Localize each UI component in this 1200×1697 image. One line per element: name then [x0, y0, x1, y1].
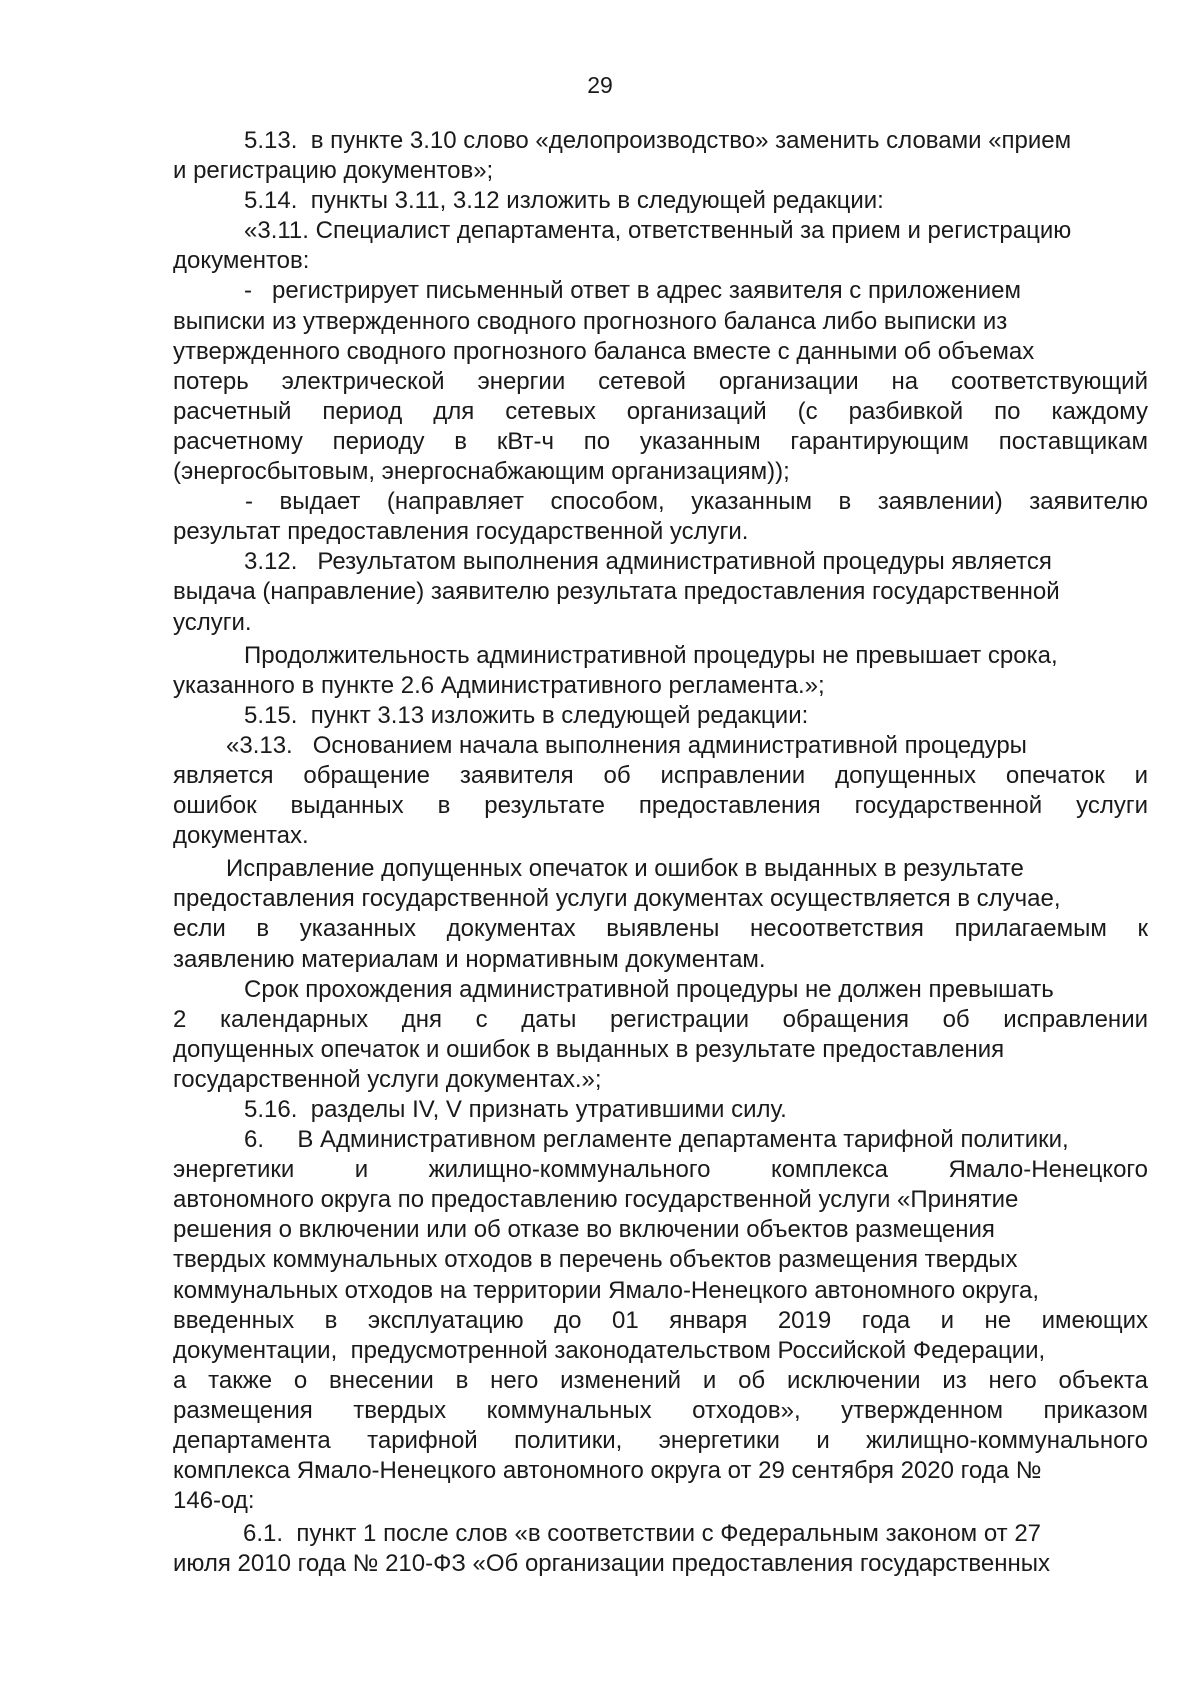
text-line: Срок прохождения административной процедуры не должен превышать [244, 975, 1054, 1003]
text-line: 3.12. Результатом выполнения административной процедуры является [244, 548, 1052, 576]
text-line: а также о внесении в него изменений и об исключении из него объекта [173, 1366, 1148, 1394]
text-line: (энергосбытовым, энергоснабжающим организациям)); [173, 458, 790, 486]
text-line: документах. [173, 822, 309, 850]
text-line: - регистрирует письменный ответ в адрес заявителя с приложением [244, 277, 1021, 305]
text-line: июля 2010 года № 210-ФЗ «Об организации предоставления государственных [173, 1550, 1050, 1578]
text-line: расчетный период для сетевых организаций (с разбивкой по каждому [173, 397, 1148, 425]
text-line: размещения твердых коммунальных отходов», утвержденном приказом [173, 1396, 1148, 1424]
text-line: автономного округа по предоставлению государственной услуги «Принятие [173, 1186, 1019, 1214]
text-line: документации, предусмотренной законодательством Российской Федерации, [173, 1336, 1046, 1364]
text-line: решения о включении или об отказе во включении объектов размещения [173, 1216, 995, 1244]
text-line: допущенных опечаток и ошибок в выданных в результате предоставления [173, 1035, 1005, 1063]
text-line: указанного в пункте 2.6 Административного регламента.»; [173, 671, 825, 699]
text-line: выдача (направление) заявителю результата предоставления государственной [173, 578, 1060, 606]
text-line: введенных в эксплуатацию до 01 января 2019 года и не имеющих [173, 1306, 1148, 1334]
text-line: 6.1. пункт 1 после слов «в соответствии с Федеральным законом от 27 [243, 1520, 1042, 1548]
text-line: 6. В Административном регламенте департамента тарифной политики, [244, 1126, 1069, 1154]
text-line: 146-од: [173, 1487, 255, 1515]
text-line: комплекса Ямало-Ненецкого автономного округа от 29 сентября 2020 года № [173, 1457, 1042, 1485]
text-line: если в указанных документах выявлены несоответствия прилагаемым к [173, 915, 1148, 943]
text-line: - выдает (направляет способом, указанным в заявлении) заявителю [245, 488, 1148, 516]
text-line: потерь электрической энергии сетевой организации на соответствующий [173, 367, 1148, 395]
text-line: услуги. [173, 608, 252, 636]
text-line: государственной услуги документах.»; [173, 1065, 602, 1093]
text-line: «3.11. Специалист департамента, ответственный за прием и регистрацию [244, 217, 1072, 245]
text-line: утвержденного сводного прогнозного баланса вместе с данными об объемах [173, 337, 1035, 365]
text-line: ошибок выданных в результате предоставления государственной услуги [173, 792, 1148, 820]
text-line: документов: [173, 247, 310, 275]
text-line: коммунальных отходов на территории Ямало-Ненецкого автономного округа, [173, 1276, 1040, 1304]
text-line: заявлению материалам и нормативным документам. [173, 945, 766, 973]
text-line: департамента тарифной политики, энергетики и жилищно-коммунального [173, 1427, 1148, 1455]
document-body [173, 126, 1148, 1580]
page-number: 29 [587, 72, 613, 98]
text-line: предоставления государственной услуги документах осуществляется в случае, [173, 885, 1061, 913]
text-line: результат предоставления государственной услуги. [173, 518, 749, 546]
text-line: 2 календарных дня с даты регистрации обращения об исправлении [173, 1005, 1148, 1033]
text-line: и регистрацию документов»; [173, 157, 494, 185]
text-line: твердых коммунальных отходов в перечень объектов размещения твердых [173, 1246, 1018, 1274]
text-line: «3.13. Основанием начала выполнения административной процедуры [226, 731, 1027, 759]
text-line: 5.14. пункты 3.11, 3.12 изложить в следующей редакции: [244, 187, 884, 215]
text-line: Продолжительность административной процедуры не превышает срока, [244, 641, 1058, 669]
text-line: Исправление допущенных опечаток и ошибок в выданных в результате [226, 855, 1024, 883]
text-line: 5.16. разделы IV, V признать утратившими силу. [244, 1096, 787, 1123]
text-line: выписки из утвержденного сводного прогнозного баланса либо выписки из [173, 307, 1008, 335]
text-line: расчетному периоду в кВт-ч по указанным гарантирующим поставщикам [173, 427, 1148, 455]
text-line: 5.15. пункт 3.13 изложить в следующей редакции: [244, 701, 809, 729]
text-line: 5.13. в пункте 3.10 слово «делопроизводство» заменить словами «прием [244, 127, 1072, 154]
text-line: является обращение заявителя об исправлении допущенных опечаток и [173, 761, 1148, 789]
text-line: энергетики и жилищно-коммунального комплекса Ямало-Ненецкого [173, 1156, 1148, 1184]
